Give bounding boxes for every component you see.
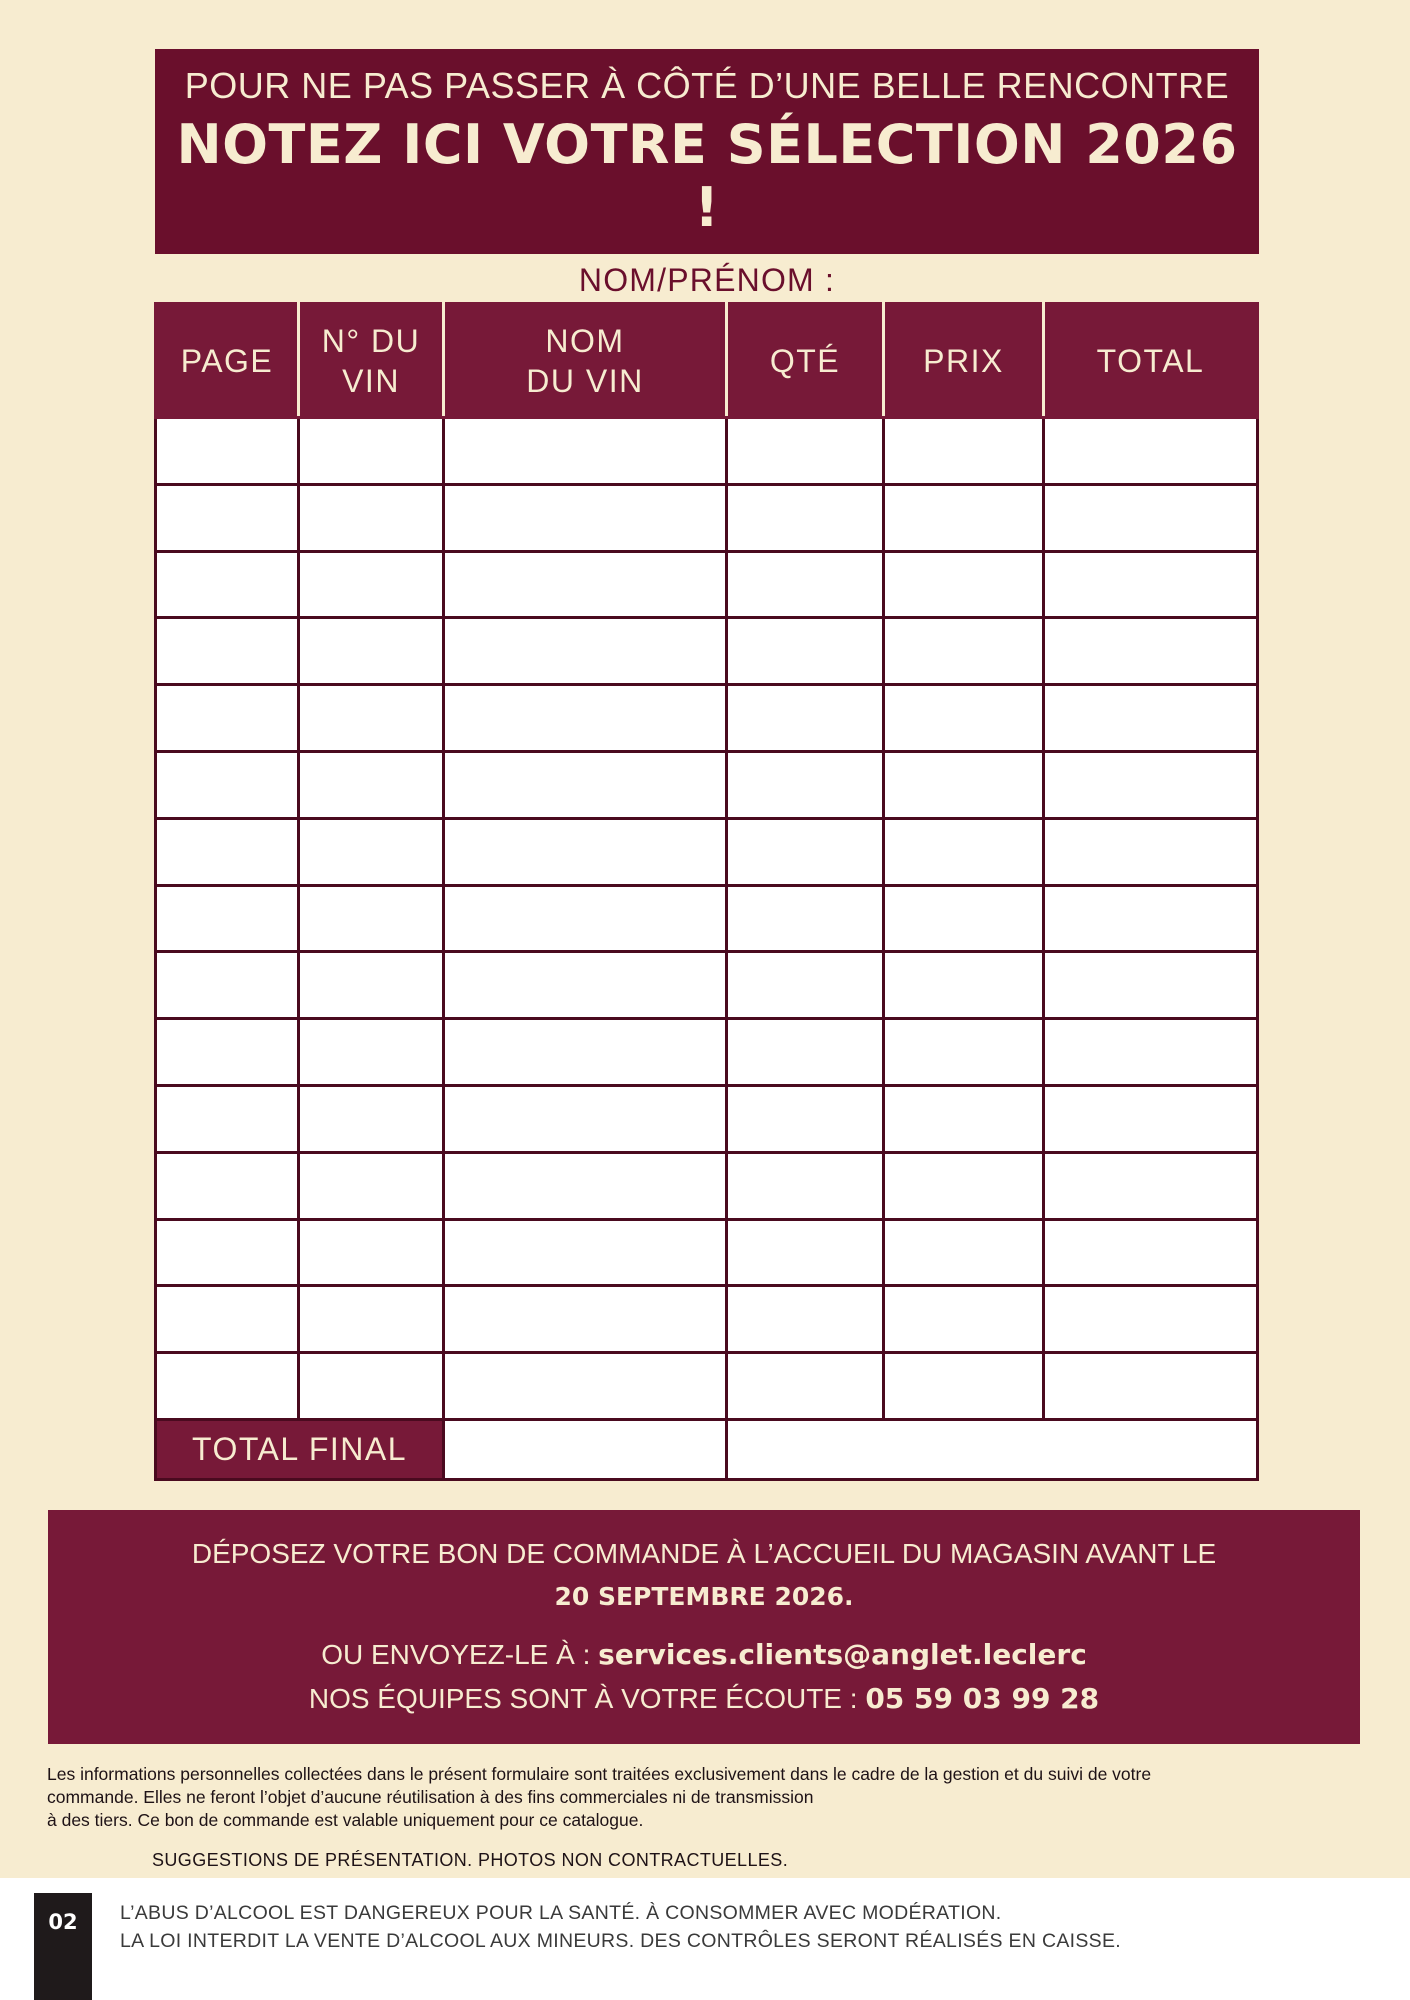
total-cell[interactable] <box>1044 551 1258 618</box>
wine-number-cell[interactable] <box>299 751 444 818</box>
health-warning-line-2: LA LOI INTERDIT LA VENTE D’ALCOOL AUX MINEURS. DES CONTRÔLES SERONT RÉALISÉS EN CAISSE. <box>120 1930 1122 1952</box>
page-cell[interactable] <box>156 952 299 1019</box>
page-cell[interactable] <box>156 484 299 551</box>
quantity-cell[interactable] <box>727 1286 884 1353</box>
page-cell[interactable] <box>156 885 299 952</box>
quantity-cell[interactable] <box>727 685 884 752</box>
table-row <box>156 418 1258 485</box>
table-header-row <box>156 304 1258 418</box>
column-header-page: PAGE <box>156 304 299 418</box>
total-cell[interactable] <box>1044 818 1258 885</box>
price-cell[interactable] <box>884 1152 1044 1219</box>
quantity-cell[interactable] <box>727 418 884 485</box>
wine-name-cell[interactable] <box>444 1353 727 1420</box>
page-cell[interactable] <box>156 818 299 885</box>
total-cell[interactable] <box>1044 1019 1258 1086</box>
wine-number-cell[interactable] <box>299 818 444 885</box>
deposit-instruction: DÉPOSEZ VOTRE BON DE COMMANDE À L’ACCUEIL DU MAGASIN AVANT LE <box>191 1538 1217 1569</box>
table-row <box>156 1219 1258 1286</box>
price-cell[interactable] <box>884 1019 1044 1086</box>
contact-phone[interactable]: 05 59 03 99 28 <box>865 1682 1100 1715</box>
wine-name-cell[interactable] <box>444 1152 727 1219</box>
wine-number-cell[interactable] <box>299 885 444 952</box>
page-cell[interactable] <box>156 551 299 618</box>
price-cell[interactable] <box>884 685 1044 752</box>
wine-number-cell[interactable] <box>299 418 444 485</box>
page-cell[interactable] <box>156 1219 299 1286</box>
health-warning-line-1: L’ABUS D’ALCOOL EST DANGEREUX POUR LA SANTÉ. À CONSOMMER AVEC MODÉRATION. <box>120 1902 1002 1924</box>
wine-number-cell[interactable] <box>299 618 444 685</box>
price-cell[interactable] <box>884 952 1044 1019</box>
quantity-cell[interactable] <box>727 952 884 1019</box>
table-row <box>156 952 1258 1019</box>
table-row <box>156 1019 1258 1086</box>
total-final-cell[interactable] <box>444 1419 727 1479</box>
page-cell[interactable] <box>156 1286 299 1353</box>
page-cell[interactable] <box>156 418 299 485</box>
quantity-cell[interactable] <box>727 1353 884 1420</box>
wine-name-cell[interactable] <box>444 1085 727 1152</box>
quantity-cell[interactable] <box>727 1085 884 1152</box>
wine-name-cell[interactable] <box>444 418 727 485</box>
quantity-cell[interactable] <box>727 484 884 551</box>
deposit-deadline: 20 SEPTEMBRE 2026. <box>554 1582 854 1611</box>
total-cell[interactable] <box>1044 885 1258 952</box>
page-cell[interactable] <box>156 618 299 685</box>
total-cell[interactable] <box>1044 751 1258 818</box>
price-cell[interactable] <box>884 751 1044 818</box>
total-cell[interactable] <box>1044 1085 1258 1152</box>
health-warning <box>120 1899 1121 1955</box>
price-cell[interactable] <box>884 418 1044 485</box>
wine-name-cell[interactable] <box>444 1219 727 1286</box>
table-row <box>156 1085 1258 1152</box>
quantity-cell[interactable] <box>727 1152 884 1219</box>
total-cell[interactable] <box>1044 1353 1258 1420</box>
wine-name-cell[interactable] <box>444 484 727 551</box>
wine-number-cell[interactable] <box>299 952 444 1019</box>
quantity-cell[interactable] <box>727 751 884 818</box>
table-row <box>156 1152 1258 1219</box>
photo-disclaimer: SUGGESTIONS DE PRÉSENTATION. PHOTOS NON CONTRACTUELLES. <box>152 1850 789 1870</box>
page-cell[interactable] <box>156 751 299 818</box>
legal-line-1: Les informations personnelles collectées dans le présent formulaire sont traitées exclusivement dans le cadre de la gestion et du suivi de votre <box>47 1764 1152 1784</box>
table-row <box>156 751 1258 818</box>
total-cell[interactable] <box>1044 1286 1258 1353</box>
table-row <box>156 818 1258 885</box>
total-final-label: TOTAL FINAL <box>156 1419 444 1479</box>
total-final-amount-cell[interactable] <box>727 1419 1258 1479</box>
total-cell[interactable] <box>1044 618 1258 685</box>
table-row <box>156 618 1258 685</box>
total-cell[interactable] <box>1044 952 1258 1019</box>
table-row <box>156 484 1258 551</box>
wine-number-cell[interactable] <box>299 685 444 752</box>
column-header-wine-number: N° DU VIN <box>299 304 444 418</box>
wine-name-cell[interactable] <box>444 1286 727 1353</box>
wine-number-cell[interactable] <box>299 484 444 551</box>
wine-number-cell[interactable] <box>299 1353 444 1420</box>
team-prefix: NOS ÉQUIPES SONT À VOTRE ÉCOUTE : <box>308 1683 858 1714</box>
wine-name-cell[interactable] <box>444 751 727 818</box>
price-cell[interactable] <box>884 618 1044 685</box>
legal-line-2: commande. Elles ne feront l’objet d’aucune réutilisation à des fins commerciales ni de transmission <box>47 1787 814 1807</box>
team-line <box>48 1682 1360 1715</box>
page-cell[interactable] <box>156 685 299 752</box>
quantity-cell[interactable] <box>727 1219 884 1286</box>
table-row <box>156 1286 1258 1353</box>
legal-line-3: à des tiers. Ce bon de commande est valable uniquement pour ce catalogue. <box>47 1810 644 1830</box>
total-cell[interactable] <box>1044 685 1258 752</box>
quantity-cell[interactable] <box>727 618 884 685</box>
order-table <box>154 302 1259 1481</box>
contact-email[interactable]: services.clients@anglet.leclerc <box>598 1638 1087 1671</box>
page-number: 02 <box>34 1893 92 2000</box>
wine-name-cell[interactable] <box>444 685 727 752</box>
wine-number-cell[interactable] <box>299 1286 444 1353</box>
column-header-wine-name: NOM DU VIN <box>444 304 727 418</box>
wine-name-cell[interactable] <box>444 1019 727 1086</box>
total-cell[interactable] <box>1044 484 1258 551</box>
wine-number-cell[interactable] <box>299 1019 444 1086</box>
table-row <box>156 685 1258 752</box>
column-header-price: PRIX <box>884 304 1044 418</box>
page-cell[interactable] <box>156 1152 299 1219</box>
wine-name-cell[interactable] <box>444 818 727 885</box>
total-cell[interactable] <box>1044 418 1258 485</box>
wine-number-cell[interactable] <box>299 1085 444 1152</box>
wine-number-cell[interactable] <box>299 1219 444 1286</box>
quantity-cell[interactable] <box>727 551 884 618</box>
table-row <box>156 551 1258 618</box>
total-cell[interactable] <box>1044 1219 1258 1286</box>
header-banner <box>155 49 1259 254</box>
deposit-banner <box>48 1510 1360 1744</box>
wine-name-cell[interactable] <box>444 885 727 952</box>
header-title: NOTEZ ICI VOTRE SÉLECTION 2026 ! <box>176 112 1238 239</box>
price-cell[interactable] <box>884 1353 1044 1420</box>
page-cell[interactable] <box>156 1019 299 1086</box>
table-row <box>156 885 1258 952</box>
price-cell[interactable] <box>884 818 1044 885</box>
price-cell[interactable] <box>884 1219 1044 1286</box>
wine-number-cell[interactable] <box>299 551 444 618</box>
send-line <box>48 1638 1360 1671</box>
wine-name-cell[interactable] <box>444 551 727 618</box>
send-prefix: OU ENVOYEZ-LE À : <box>321 1639 591 1670</box>
page-cell[interactable] <box>156 1085 299 1152</box>
total-final-row <box>156 1419 1258 1479</box>
price-cell[interactable] <box>884 1085 1044 1152</box>
quantity-cell[interactable] <box>727 885 884 952</box>
table-row <box>156 1353 1258 1420</box>
page-cell[interactable] <box>156 1353 299 1420</box>
name-label: NOM/PRÉNOM : <box>578 262 836 298</box>
header-subtitle: POUR NE PAS PASSER À CÔTÉ D’UNE BELLE RENCONTRE <box>184 64 1230 106</box>
quantity-cell[interactable] <box>727 1019 884 1086</box>
total-cell[interactable] <box>1044 1152 1258 1219</box>
price-cell[interactable] <box>884 551 1044 618</box>
wine-name-cell[interactable] <box>444 618 727 685</box>
column-header-total: TOTAL <box>1044 304 1258 418</box>
price-cell[interactable] <box>884 1286 1044 1353</box>
quantity-cell[interactable] <box>727 818 884 885</box>
price-cell[interactable] <box>884 885 1044 952</box>
footer <box>0 1878 1410 2000</box>
column-header-quantity: QTÉ <box>727 304 884 418</box>
wine-name-cell[interactable] <box>444 952 727 1019</box>
price-cell[interactable] <box>884 484 1044 551</box>
legal-notice <box>47 1763 1377 1832</box>
wine-number-cell[interactable] <box>299 1152 444 1219</box>
